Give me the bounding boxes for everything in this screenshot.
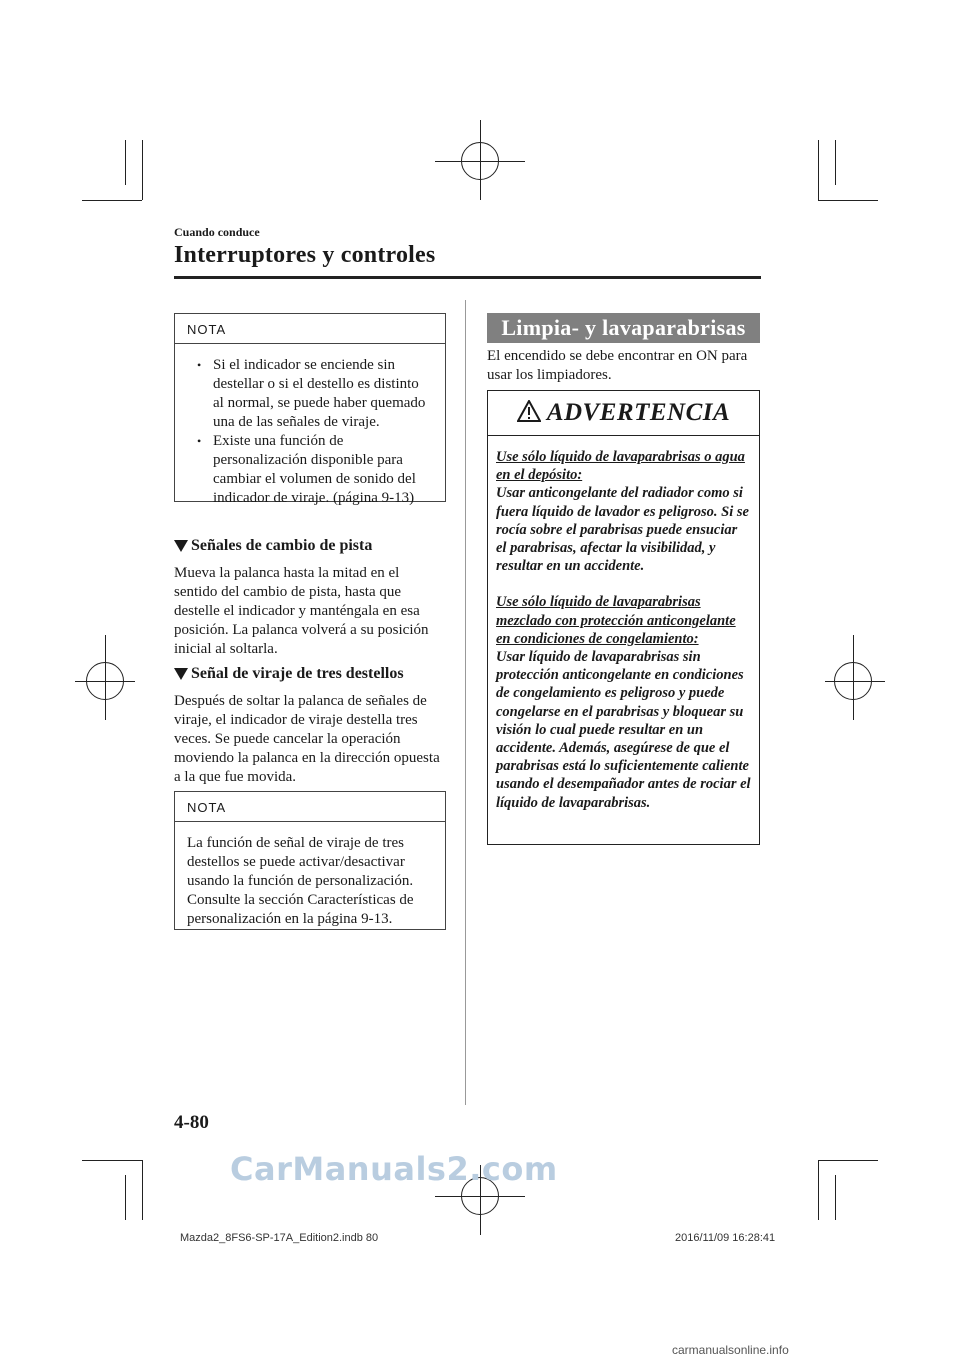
warning-heading: Use sólo líquido de lavaparabrisas mezclado con protección anticongelante en condiciones de congelamiento: — [496, 594, 736, 647]
paragraph-intro: El encendido se debe encontrar en ON para usar los limpiadores. — [487, 348, 748, 383]
paragraph-three-flash: Después de soltar la palanca de señales de viraje, el indicador de viraje destella tres veces. Se puede cancelar la operación moviendo la palanca en la dirección opuesta a la que fue movida. — [174, 693, 440, 785]
subheading-three-flash — [174, 665, 404, 683]
page-number: 4-80 — [174, 1112, 209, 1133]
note-body: La función de señal de viraje de tres destellos se puede activar/desactivar usando la función de personalización. Consulte la sección Características de personalización en la página 9-13. — [187, 835, 414, 927]
triangle-down-icon — [174, 668, 188, 680]
note-title: NOTA — [175, 792, 445, 822]
subheading-text: Señales de cambio de pista — [191, 537, 373, 554]
note-box-three-flash — [174, 791, 446, 930]
section-label: Cuando conduce — [174, 225, 260, 239]
warning-box — [487, 390, 760, 845]
column-divider — [465, 300, 466, 1105]
subheading-lane-change — [174, 537, 372, 555]
warning-triangle-icon — [517, 400, 541, 427]
warning-text: Usar líquido de lavaparabrisas sin protección anticongelante en condiciones de congelamiento es peligroso y puede congelarse en el parabrisas y bloquear su visión lo cual puede resultar en un accidente. Además, asegúrese de que el parabrisas está lo suficientemente caliente usando el desempañador antes de rociar el líquido de lavaparabrisas. — [496, 649, 751, 811]
note-title: NOTA — [175, 314, 445, 344]
note-bullet: • Si el indicador se enciende sin destellar o si el destello es distinto al normal, se puede haber quemado una de las señales de viraje. — [187, 356, 433, 432]
note-body — [175, 344, 445, 518]
subheading-text: Señal de viraje de tres destellos — [191, 665, 404, 682]
warning-text: Usar anticongelante del radiador como si fuera líquido de lavador es peligroso. Si se rocía sobre el parabrisas puede ensuciar el parabrisas, afectar la visibilidad, y resultar en un accidente. — [496, 485, 749, 575]
watermark: CarManuals2.com — [230, 1150, 558, 1188]
footer-site: carmanualsonline.info — [672, 1343, 789, 1357]
warning-title: ADVERTENCIA — [546, 399, 731, 426]
warning-body — [488, 436, 759, 812]
header-rule — [174, 276, 761, 279]
page-title: Interruptores y controles — [174, 242, 436, 268]
note-box-turn-indicator — [174, 313, 446, 506]
paragraph-lane-change: Mueva la palanca hasta la mitad en el sentido del cambio de pista, hasta que destelle el indicador y manténgala en esa posición. La palanca volverá a su posición inicial al soltarla. — [174, 565, 429, 657]
warning-header — [488, 391, 759, 436]
note-bullet: • Existe una función de personalización disponible para cambiar el volumen de sonido del indicador de viraje. (página 9-13) — [187, 432, 433, 508]
footer-file: Mazda2_8FS6-SP-17A_Edition2.indb 80 — [180, 1232, 379, 1244]
triangle-down-icon — [174, 540, 188, 552]
warning-heading: Use sólo líquido de lavaparabrisas o agua en el depósito: — [496, 449, 745, 484]
section-banner: Limpia- y lavaparabrisas — [487, 313, 760, 343]
footer-timestamp: 2016/11/09 16:28:41 — [675, 1232, 776, 1244]
